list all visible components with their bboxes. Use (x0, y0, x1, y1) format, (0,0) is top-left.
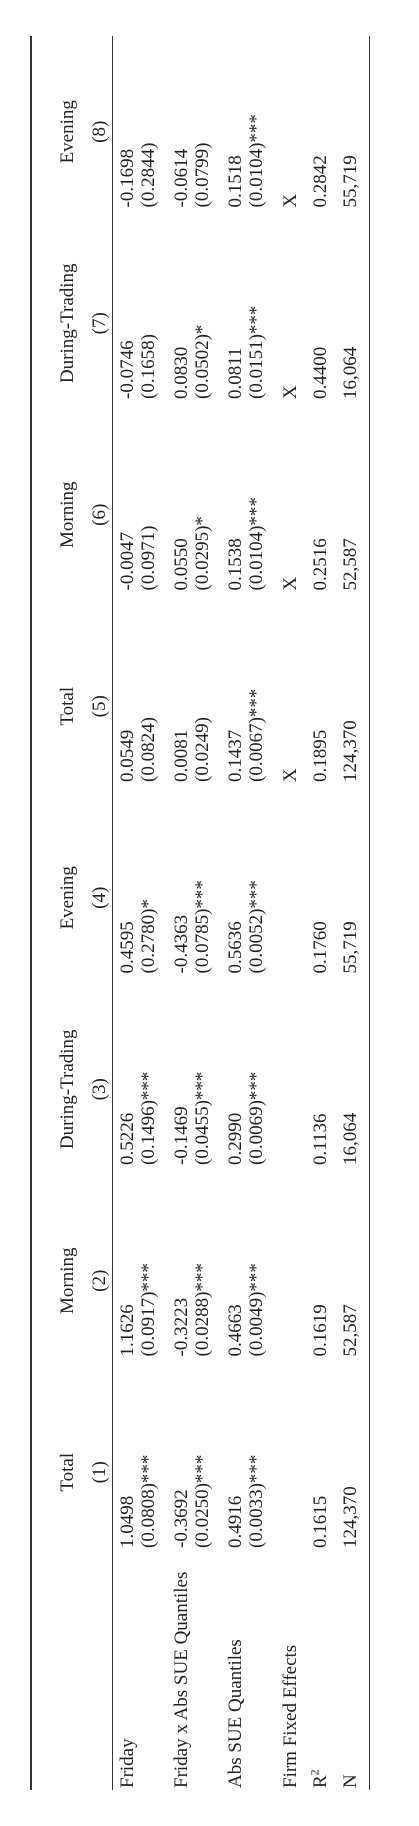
se-cell: (0.0049)*** (246, 1263, 267, 1357)
column-number-row (86, 36, 113, 1790)
column-number: (1) (86, 1377, 113, 1569)
stat-cell: 0.1760 (309, 921, 331, 974)
fe-cell: X (279, 193, 301, 208)
column-header: Morning (31, 419, 86, 611)
coef-cell: 0.0830 (171, 346, 192, 399)
stat-cell: 55,719 (335, 802, 370, 994)
coef-cell: 0.1518 (225, 155, 246, 208)
coef-cell: 0.1437 (225, 729, 246, 782)
row-label: N (335, 1568, 370, 1790)
header-label-row (31, 36, 86, 1790)
stat-cell: 16,064 (335, 228, 370, 420)
table-row-firm-fixed-effects (275, 36, 305, 1790)
se-cell: (0.0250)*** (192, 1454, 213, 1548)
stat-cell: 124,370 (335, 611, 370, 803)
coef-cell: 0.5226 (117, 1112, 138, 1165)
stat-cell: 52,587 (335, 419, 370, 611)
se-cell: (0.0808)*** (138, 1454, 159, 1548)
r-squared-exponent: 2 (307, 1769, 322, 1776)
se-cell: (0.0104)*** (246, 114, 267, 208)
table-row-r-squared (305, 36, 335, 1790)
fe-cell: X (279, 385, 301, 399)
header-corner (31, 1568, 86, 1790)
coef-cell: 0.0811 (225, 347, 246, 399)
column-header: Total (31, 1377, 86, 1569)
se-cell: (0.0249) (192, 717, 213, 782)
fe-cell: X (279, 768, 301, 782)
column-header: Evening (31, 36, 86, 228)
column-header: During-Trading (31, 994, 86, 1186)
stat-cell: 52,587 (335, 1185, 370, 1377)
coef-cell: 0.0081 (171, 729, 192, 782)
coef-cell: 1.0498 (117, 1495, 138, 1548)
coef-cell: -0.3223 (171, 1297, 192, 1357)
stat-cell: 0.4400 (309, 346, 331, 399)
column-header: Evening (31, 802, 86, 994)
coef-cell: -0.0614 (171, 148, 192, 208)
fe-cell (275, 1185, 305, 1377)
table-row-abs-sue-coef (221, 36, 246, 1790)
se-cell: (0.0288)*** (192, 1263, 213, 1357)
r-squared-label: R (309, 1775, 331, 1788)
regression-table (30, 36, 370, 1790)
column-number: (7) (86, 228, 113, 420)
coef-cell: -0.4363 (171, 914, 192, 974)
coef-cell: 0.4663 (225, 1304, 246, 1357)
fe-cell (275, 1377, 305, 1569)
row-label: Firm Fixed Effects (279, 1644, 301, 1788)
se-cell: (0.0151)*** (246, 305, 267, 399)
coef-cell: 0.0550 (171, 538, 192, 591)
row-label (305, 1568, 335, 1790)
fe-cell (275, 994, 305, 1186)
column-number: (3) (86, 994, 113, 1186)
column-number: (5) (86, 611, 113, 803)
stat-cell: 0.1619 (309, 1304, 331, 1357)
stat-cell: 55,719 (335, 36, 370, 228)
se-cell: (0.0824) (138, 717, 159, 782)
se-cell: (0.2780)* (138, 899, 159, 974)
stat-cell: 0.1615 (309, 1495, 331, 1548)
coef-cell: -0.1469 (171, 1106, 192, 1165)
table-row-friday-se (138, 36, 167, 1790)
se-cell: (0.0455)*** (192, 1071, 213, 1165)
coef-cell: 0.4595 (117, 921, 138, 974)
coef-cell: 1.1626 (117, 1304, 138, 1357)
se-cell: (0.0785)*** (192, 880, 213, 974)
stat-cell: 0.1895 (309, 729, 331, 782)
se-cell: (0.0295)* (192, 516, 213, 591)
row-label: Friday x Abs SUE Quantiles (171, 1571, 192, 1788)
column-number: (8) (86, 36, 113, 228)
row-label: Friday (117, 1738, 138, 1788)
se-cell: (0.0069)*** (246, 1071, 267, 1165)
column-number: (4) (86, 802, 113, 994)
se-cell: (0.0502)* (192, 324, 213, 399)
se-cell: (0.1496)*** (138, 1071, 159, 1165)
se-cell: (0.1658) (138, 334, 159, 399)
regression-table-rotated (0, 36, 370, 1826)
se-cell: (0.0971) (138, 525, 159, 591)
stat-cell: 0.2516 (309, 538, 331, 591)
table-row-friday-x-abs-sue-coef (167, 36, 192, 1790)
se-cell: (0.0799) (192, 142, 213, 208)
column-number: (2) (86, 1185, 113, 1377)
column-header: Morning (31, 1185, 86, 1377)
row-label: Abs SUE Quantiles (225, 1639, 246, 1788)
column-header: Total (31, 611, 86, 803)
table-row-abs-sue-se (246, 36, 275, 1790)
stat-cell: 0.2842 (309, 155, 331, 208)
se-cell: (0.0067)*** (246, 688, 267, 782)
coef-cell: 0.2990 (225, 1112, 246, 1165)
coef-cell: 0.1538 (225, 538, 246, 591)
fe-cell: X (279, 576, 301, 591)
table-row-friday-x-abs-sue-se (192, 36, 221, 1790)
stat-cell: 16,064 (335, 994, 370, 1186)
table-row-n (335, 36, 370, 1790)
coef-cell: -0.0047 (117, 531, 138, 591)
coef-cell: -0.3692 (171, 1489, 192, 1548)
coef-cell: 0.0549 (117, 729, 138, 782)
se-cell: (0.0033)*** (246, 1454, 267, 1548)
column-header: During-Trading (31, 228, 86, 420)
coef-cell: 0.5636 (225, 921, 246, 974)
se-cell: (0.0104)*** (246, 497, 267, 591)
fe-cell (275, 802, 305, 994)
stat-cell: 0.1136 (309, 1113, 331, 1165)
coef-cell: -0.0746 (117, 340, 138, 399)
se-cell: (0.2844) (138, 142, 159, 208)
se-cell: (0.0917)*** (138, 1263, 159, 1357)
se-cell: (0.0052)*** (246, 880, 267, 974)
stat-cell: 124,370 (335, 1377, 370, 1569)
table-row-friday-coef (113, 36, 139, 1790)
header-corner (86, 1568, 113, 1790)
column-number: (6) (86, 419, 113, 611)
coef-cell: 0.4916 (225, 1495, 246, 1548)
coef-cell: -0.1698 (117, 148, 138, 208)
